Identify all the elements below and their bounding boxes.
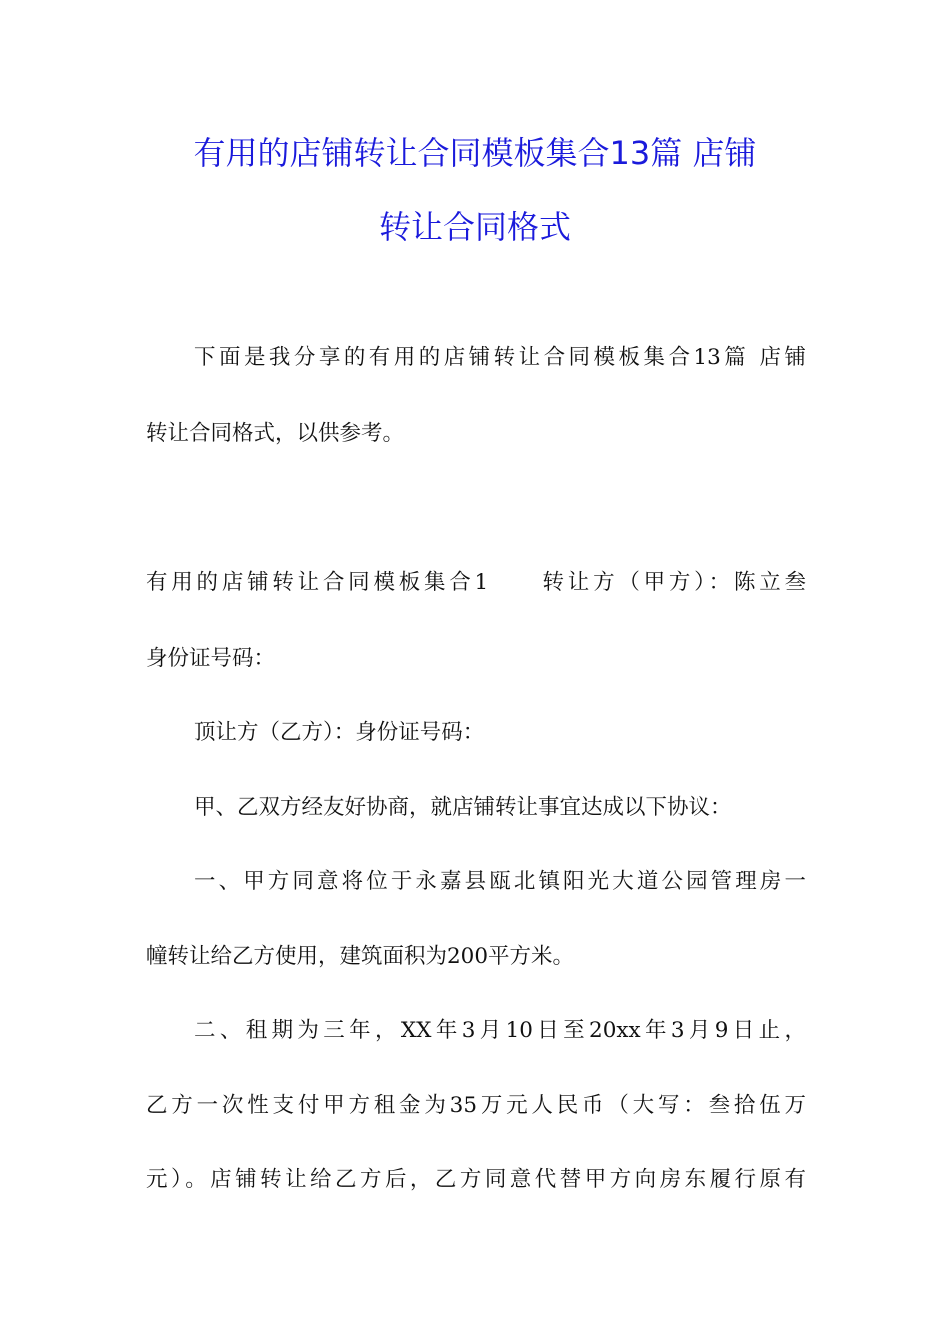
clause-1-line-2: 幢转让给乙方使用，建筑面积为200平方米。 — [146, 944, 575, 969]
clause-2-line-1: 二、租期为三年，XX年3月10日至20xx年3月9日止， — [194, 1018, 806, 1043]
intro-paragraph-line-2: 转让合同格式，以供参考。 — [146, 421, 405, 446]
document-title-line-2: 转让合同格式 — [378, 208, 571, 246]
document-title-line-1: 有用的店铺转让合同模板集合13篇 店铺 — [193, 134, 757, 172]
section-1-line-2: 身份证号码： — [146, 646, 276, 671]
agreement-intro-line: 甲、乙双方经友好协商，就店铺转让事宜达成以下协议： — [194, 795, 732, 820]
party-b-line: 顶让方（乙方）：身份证号码： — [194, 720, 485, 745]
clause-1-line-1: 一、甲方同意将位于永嘉县瓯北镇阳光大道公园管理房一 — [194, 869, 806, 894]
clause-2-line-2: 乙方一次性支付甲方租金为35万元人民币（大写：叁拾伍万 — [146, 1093, 806, 1118]
clause-2-line-3: 元）。店铺转让给乙方后，乙方同意代替甲方向房东履行原有 — [146, 1167, 806, 1192]
section-1-line-1: 有用的店铺转让合同模板集合1 转让方（甲方）：陈立叁 — [146, 570, 806, 595]
intro-paragraph-line-1: 下面是我分享的有用的店铺转让合同模板集合13篇 店铺 — [194, 345, 806, 370]
